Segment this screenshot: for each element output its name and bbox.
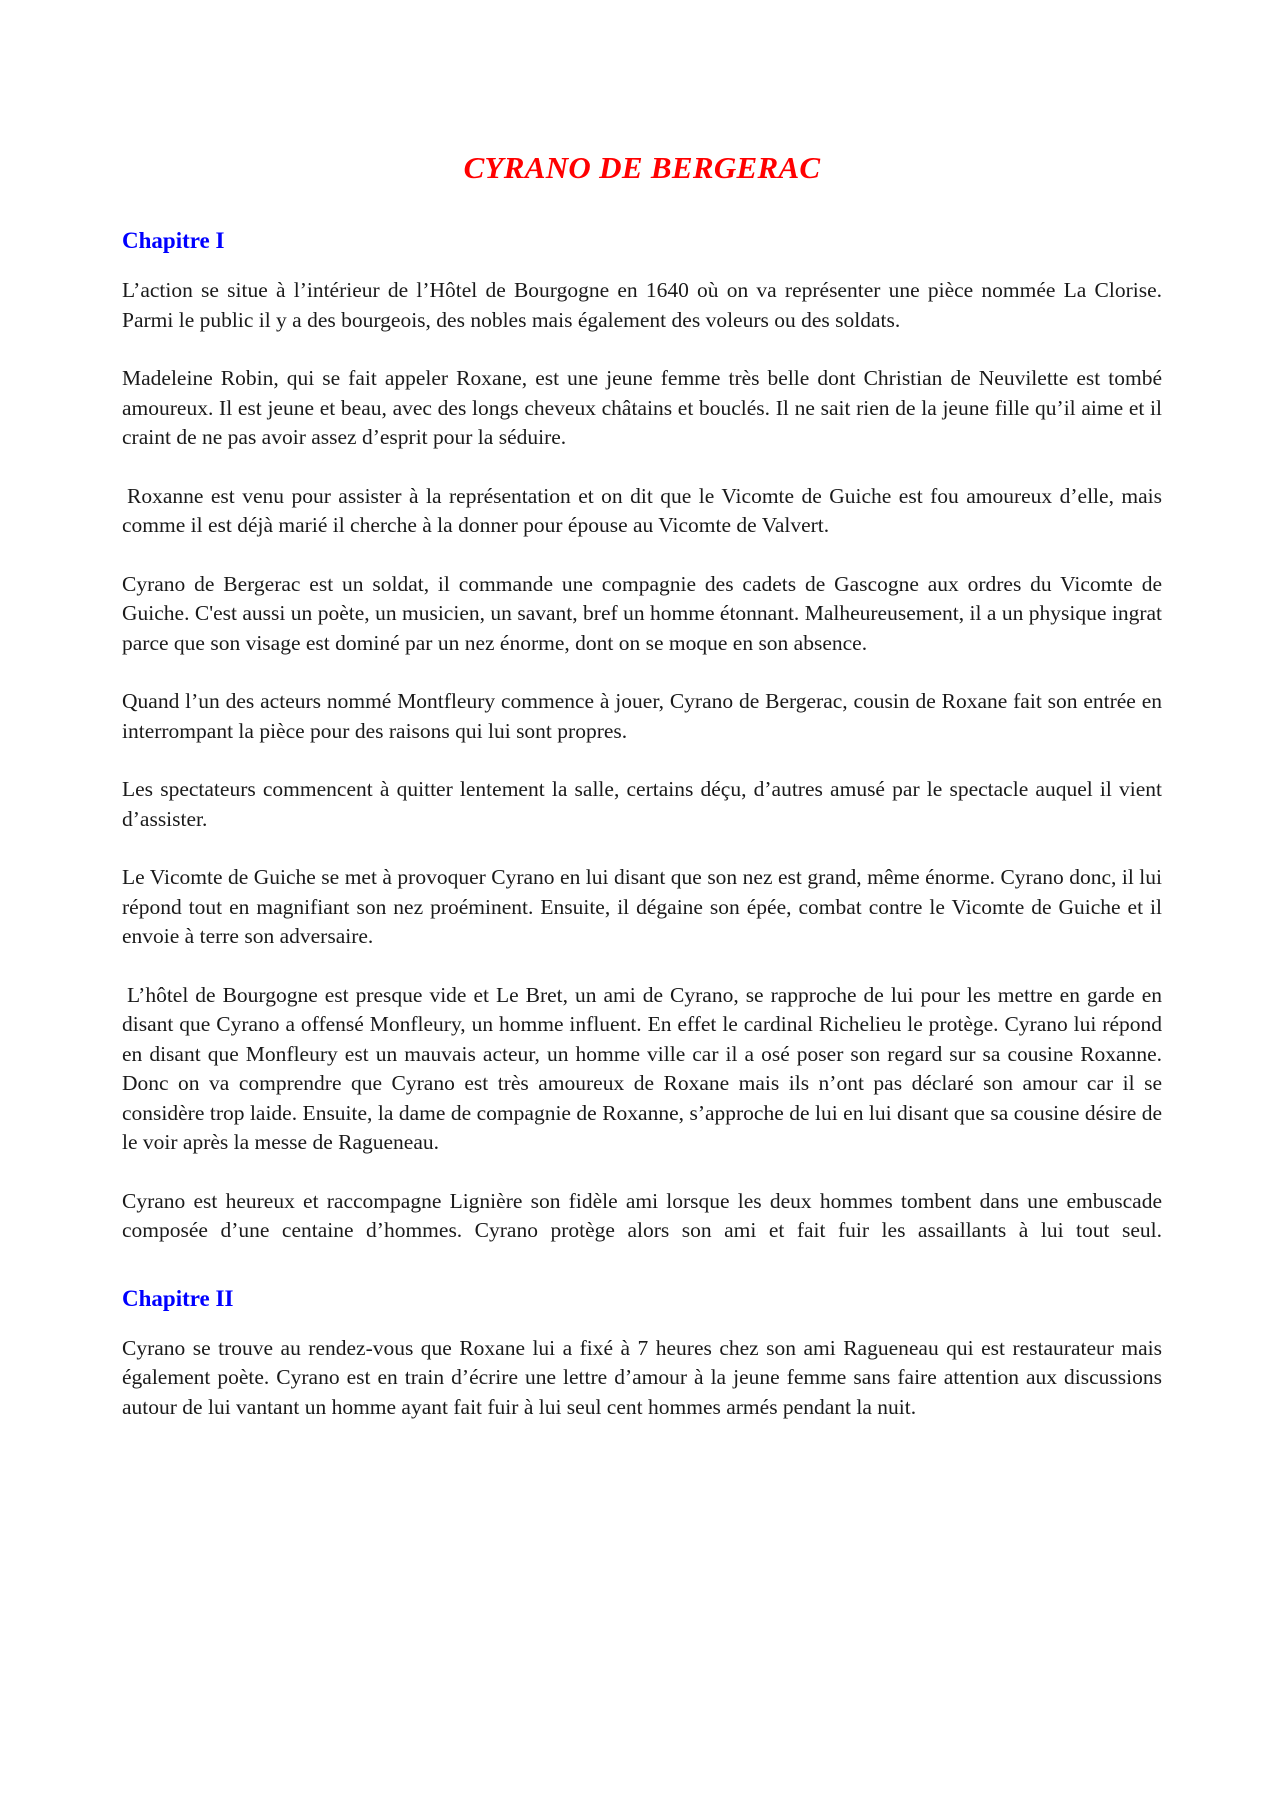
- paragraph: Cyrano de Bergerac est un soldat, il commande une compagnie des cadets de Gascogne aux ordres du Vicomte de Guiche. C'est aussi un poète, un musicien, un savant, bref un homme étonnant. Malheureusement, il a un physique ingrat parce que son visage est dominé par un nez énorme, dont on se moque en son absence.: [122, 571, 1162, 655]
- paragraph: Le Vicomte de Guiche se met à provoquer Cyrano en lui disant que son nez est grand, même énorme. Cyrano donc, il lui répond tout en magnifiant son nez proéminent. Ensuite, il dégaine son épée, combat contre le Vicomte de Guiche et il envoie à terre son adversaire.: [122, 865, 1162, 948]
- paragraph: L’hôtel de Bourgogne est presque vide et Le Bret, un ami de Cyrano, se rapproche de lui pour les mettre en garde en disant que Cyrano a offensé Monfleury, un homme influent. En effet le cardinal Richelieu le protège. Cyrano lui répond en disant que Monfleury est un mauvais acteur, un homme ville car il a osé poser son regard sur sa cousine Roxanne. Donc on va comprendre que Cyrano est très amoureux de Roxane mais ils n’ont pas déclaré son amour car il se considère trop laide. Ensuite, la dame de compagnie de Roxanne, s’approche de lui en lui disant que sa cousine désire de le voir après la messe de Ragueneau.: [122, 982, 1162, 1154]
- document-title: CYRANO DE BERGERAC: [463, 150, 821, 185]
- document-page: [122, 150, 1162, 1451]
- chapter-1-heading: Chapitre I: [122, 228, 225, 253]
- chapter-2-heading: Chapitre II: [122, 1285, 234, 1311]
- paragraph: Roxanne est venu pour assister à la représentation et on dit que le Vicomte de Guiche est fou amoureux d’elle, mais comme il est déjà marié il cherche à la donner pour épouse au Vicomte de Valvert.: [122, 483, 1162, 537]
- paragraph: Madeleine Robin, qui se fait appeler Roxane, est une jeune femme très belle dont Christian de Neuvilette est tombé amoureux. Il est jeune et beau, avec des longs cheveux châtains et bouclés. Il ne sait rien de la jeune fille qu’il aime et il craint de ne pas avoir assez d’esprit pour la séduire.: [122, 366, 1162, 449]
- paragraph: Cyrano est heureux et raccompagne Lignière son fidèle ami lorsque les deux hommes tombent dans une embuscade composée d’une centaine d’hommes. Cyrano protège alors son ami et fait fuir les assaillants à lui tout seul.: [122, 1188, 1162, 1242]
- paragraph: Cyrano se trouve au rendez-vous que Roxane lui a fixé à 7 heures chez son ami Ragueneau qui est restaurateur mais également poète. Cyrano est en train d’écrire une lettre d’amour à la jeune femme sans faire attention aux discussions autour de lui vantant un homme ayant fait fuir à lui seul cent hommes armés pendant la nuit.: [122, 1335, 1162, 1419]
- paragraph: Quand l’un des acteurs nommé Montfleury commence à jouer, Cyrano de Bergerac, cousin de Roxane fait son entrée en interrompant la pièce pour des raisons qui lui sont propres.: [122, 689, 1162, 743]
- paragraph: Les spectateurs commencent à quitter lentement la salle, certains déçu, d’autres amusé par le spectacle auquel il vient d’assister.: [122, 777, 1162, 831]
- chapter-2-section: [122, 1286, 1162, 1423]
- paragraph: L’action se situe à l’intérieur de l’Hôtel de Bourgogne en 1640 où on va représenter une pièce nommée La Clorise. Parmi le public il y a des bourgeois, des nobles mais également des voleurs ou des soldats.: [122, 278, 1162, 332]
- chapter-1-section: [122, 228, 1162, 1246]
